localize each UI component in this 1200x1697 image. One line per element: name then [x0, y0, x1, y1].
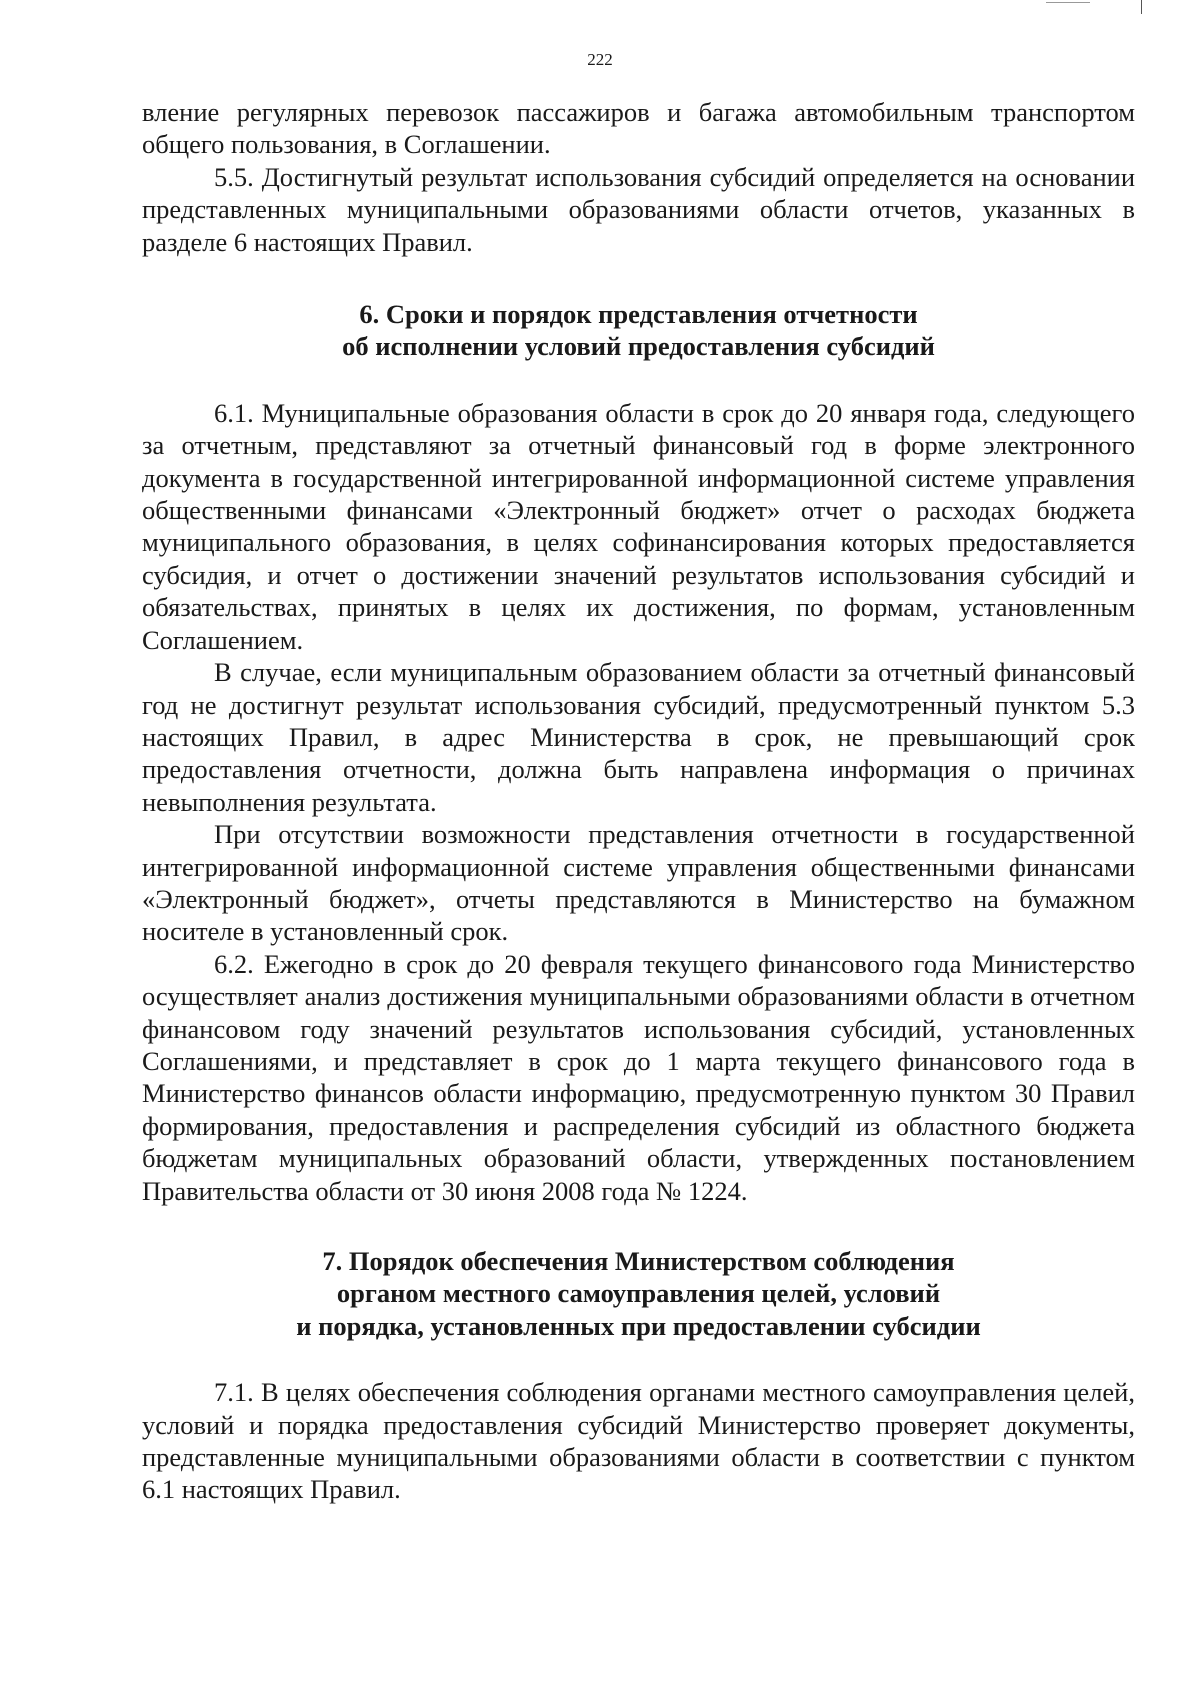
scan-edge-mark: [1141, 0, 1142, 14]
section-6-heading: [142, 298, 1135, 363]
paragraph-6-1: 6.1. Муниципальные образования области в срок до 20 января года, следующего за отчетным, представляют за отчетный финансовый год в форме электронного документа в государственной интегрированной информационной системе управления общественными финансами «Электронный бюджет» отчет о расходах бюджета муниципального образования, в целях софинансирования которых предоставляется субсидия, и отчет о достижении значений результатов использования субсидий и обязательствах, принятых в целях их достижения, по формам, установленным Соглашением.: [142, 397, 1135, 655]
paragraph-continuation: вление регулярных перевозок пассажиров и багажа автомобильным транспортом общего пользования, в Соглашении.: [142, 97, 1135, 160]
section-6-heading-line: 6. Сроки и порядок представления отчетности: [359, 299, 918, 330]
document-body: [142, 96, 1135, 1506]
section-7-heading-line: 7. Порядок обеспечения Министерством соблюдения: [322, 1246, 955, 1276]
section-6-heading-line: об исполнении условий предоставления субсидий: [342, 331, 935, 362]
paragraph-6-1-absence: При отсутствии возможности представления отчетности в государственной интегрированной информационной системе управления общественными финансами «Электронный бюджет», отчеты представляются в Министерство на бумажном носителе в установленный срок.: [142, 819, 1135, 947]
section-7-heading-line: органом местного самоуправления целей, условий: [336, 1278, 941, 1309]
paragraph-6-2: 6.2. Ежегодно в срок до 20 февраля текущего финансового года Министерство осуществляет анализ достижения муниципальными образованиями области в отчетном финансовом году значений результатов использования субсидий, установленных Соглашениями, и представляет в срок до 1 марта текущего финансового года в Министерство финансов области информацию, предусмотренную пунктом 30 Правил формирования, предоставления и распределения субсидий из областного бюджета бюджетам муниципальных образований области, утвержденных постановлением Правительства области от 30 июня 2008 года № 1224.: [142, 948, 1135, 1206]
section-7-heading-line: и порядка, установленных при предоставлении субсидии: [296, 1310, 981, 1341]
page-number: 222: [587, 50, 613, 69]
scan-edge-mark: [1046, 2, 1090, 3]
paragraph-6-1-case: В случае, если муниципальным образованием области за отчетный финансовый год не достигнут результат использования субсидий, предусмотренный пунктом 5.3 настоящих Правил, в адрес Министерства в срок, не превышающий срок предоставления отчетности, должна быть направлена информация о причинах невыполнения результата.: [142, 657, 1135, 817]
section-7-heading: [142, 1245, 1135, 1342]
paragraph-5-5: 5.5. Достигнутый результат использования субсидий определяется на основании представленных муниципальными образованиями области отчетов, указанных в разделе 6 настоящих Правил.: [142, 161, 1135, 257]
paragraph-7-1: 7.1. В целях обеспечения соблюдения органами местного самоуправления целей, условий и порядка предоставления субсидий Министерство проверяет документы, представленные муниципальными образованиями области в соответствии с пунктом 6.1 настоящих Правил.: [142, 1377, 1135, 1505]
